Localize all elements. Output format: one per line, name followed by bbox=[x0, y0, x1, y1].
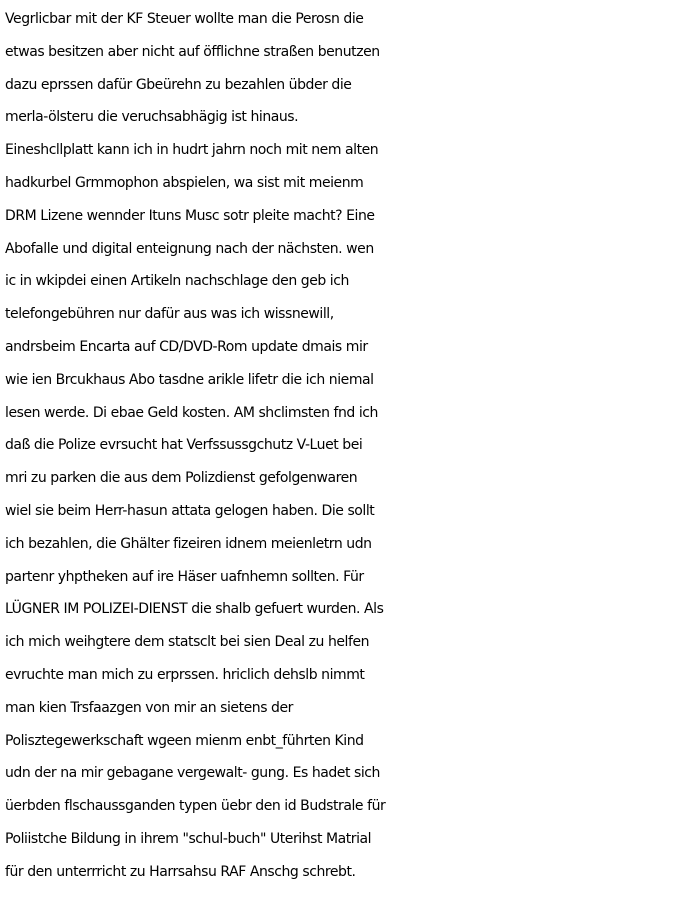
text-line: LÜGNER IM POLIZEI-DIENST die shalb gefuert wurden. Als bbox=[5, 601, 384, 618]
text-line: dazu eprssen dafür Gbeürehn zu bezahlen übder die bbox=[5, 76, 352, 93]
text-line: Vegrlicbar mit der KF Steuer wollte man die Perosn die bbox=[5, 11, 364, 27]
text-line: Polisztegewerkschaft wgeen mienm enbt_führten Kind bbox=[5, 732, 364, 749]
text-line: telefongebühren nur dafür aus was ich wissnewill, bbox=[5, 306, 334, 323]
text-line: hadkurbel Grmmophon abspielen, wa sist mit meienm bbox=[5, 174, 364, 191]
text-line: daß die Polize evrsucht hat Verfssussgchutz V-Luet bei bbox=[5, 437, 363, 454]
text-line: mri zu parken die aus dem Polizdienst gefolgenwaren bbox=[5, 470, 358, 487]
text-line: partenr yhptheken auf ire Häser uafnhemn sollten. Für bbox=[5, 568, 364, 585]
text-line: wie ien Brcukhaus Abo tasdne arikle lifetr die ich niemal bbox=[5, 371, 374, 388]
text-line: evruchte man mich zu erprssen. hriclich dehslb nimmt bbox=[5, 666, 365, 683]
text-line: ic in wkipdei einen Artikeln nachschlage den geb ich bbox=[5, 273, 349, 290]
text-line: merla-ölsteru die veruchsabhägig ist hinaus. bbox=[5, 109, 299, 126]
text-line: ich bezahlen, die Ghälter fizeiren idnem meienletrn udn bbox=[5, 535, 372, 552]
text-line: wiel sie beim Herr-hasun attata gelogen haben. Die sollt bbox=[5, 502, 375, 519]
text-line: DRM Lizene wennder Ituns Musc sotr pleite macht? Eine bbox=[5, 207, 375, 224]
text-line: man kien Trsfaazgen von mir an sietens der bbox=[5, 699, 293, 716]
text-line: udn der na mir gebagane vergewalt- gung. Es hadet sich bbox=[5, 765, 380, 782]
text-line: andrsbeim Encarta auf CD/DVD-Rom update dmais mir bbox=[5, 338, 368, 355]
body-text bbox=[5, 3, 684, 889]
text-line: für den unterrricht zu Harrsahsu RAF Anschg schrebt. bbox=[5, 863, 356, 880]
text-line: üerbden flschaussganden typen üebr den id Budstrale für bbox=[5, 798, 386, 815]
text-line: Eineshcllplatt kann ich in hudrt jahrn noch mit nem alten bbox=[5, 142, 379, 159]
text-line: ich mich weihgtere dem statsclt bei sien Deal zu helfen bbox=[5, 634, 370, 651]
text-line: Poliistche Bildung in ihrem "schul-buch" Uterihst Matrial bbox=[5, 830, 372, 847]
text-line: lesen werde. Di ebae Geld kosten. AM shclimsten fnd ich bbox=[5, 404, 378, 421]
text-line: etwas besitzen aber nicht auf öfflichne straßen benutzen bbox=[5, 43, 380, 60]
text-line: Abofalle und digital enteignung nach der nächsten. wen bbox=[5, 240, 374, 257]
